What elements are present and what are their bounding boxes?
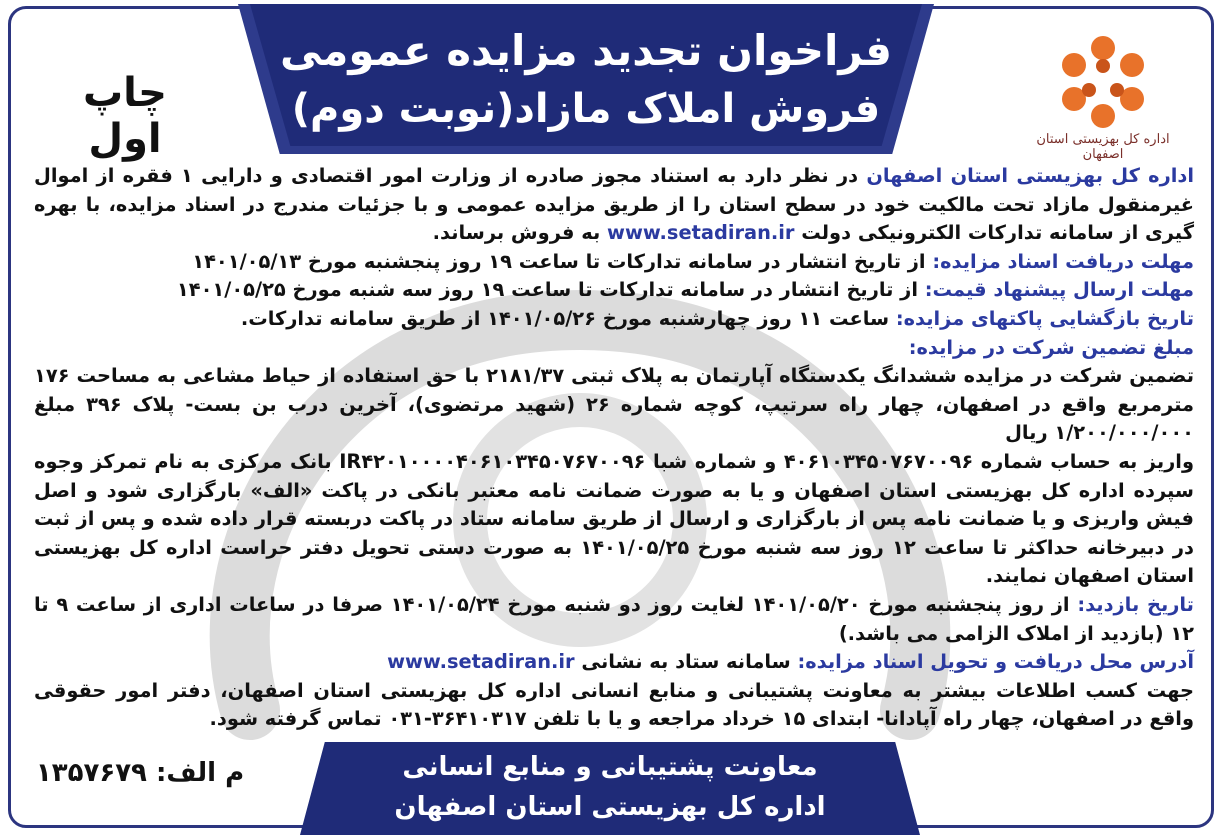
payment-text: واریز به حساب شماره ۴۰۶۱۰۳۴۵۰۷۶۷۰۰۹۶ و شماره شبا IR۴۲۰۱۰۰۰۰۴۰۶۱۰۳۴۵۰۷۶۷۰۰۹۶ بانک مرکزی به نام تمرکز وجوه سپرده اداره کل بهزیستی استان اصفهان و یا به صورت ضمانت نامه معتبر بانکی در پاکت «الف» بارگزاری شود و اصل فیش واریزی و یا ضمانت نامه پس از بارگزاری و ارسال از طریق سامانه ستاد در پاکت دربسته قرار داده شده و پس از ثبت در دبیرخانه حداکثر تا ساعت ۱۲ روز سه شنبه مورخ ۱۴۰۱/۰۵/۲۵ به صورت دستی تحویل دفتر حراست اداره کل بهزیستی استان اصفهان نمایند.	[34, 449, 1194, 588]
ref-label: م الف:	[156, 758, 245, 788]
info-text: جهت کسب اطلاعات بیشتر به معاونت پشتیبانی و منابع انسانی اداره کل بهزیستی استان اصفهان، دفتر امور حقوقی واقع در اصفهان، چهار راه آپادانا- ابتدای ۱۵ خرداد مراجعه و یا با تلفن ۳۶۴۱۰۳۱۷-۰۳۱ تماس گرفته شود.	[34, 678, 1194, 731]
address-label: آدرس محل دریافت و تحویل اسناد مزایده:	[797, 650, 1194, 674]
header-title-line2: فروش املاک مازاد(نوبت دوم)	[291, 86, 881, 132]
address-url-link[interactable]: www.setadiran.ir	[387, 650, 575, 674]
deadline-docs-label: مهلت دریافت اسناد مزایده:	[932, 249, 1194, 273]
deadline-offer-label: مهلت ارسال پیشنهاد قیمت:	[924, 278, 1194, 302]
intro-url-link[interactable]: www.setadiran.ir	[607, 221, 795, 245]
footer-line2: اداره کل بهزیستی استان اصفهان	[394, 792, 826, 822]
opening-date	[34, 305, 1194, 334]
visit-text: از روز پنجشنبه مورخ ۱۴۰۱/۰۵/۲۰ لغایت روز دو شنبه مورخ ۱۴۰۱/۰۵/۲۴ صرفا در ساعات اداری از ساعت ۹ تا ۱۲ (بازدید از املاک الزامی می باشد.)	[34, 592, 1194, 645]
deadline-docs-text: از تاریخ انتشار در سامانه تدارکات تا ساعت ۱۹ روز پنجشنبه مورخ ۱۴۰۱/۰۵/۱۳	[192, 249, 933, 273]
footer-line1: معاونت پشتیبانی و منابع انسانی	[402, 752, 818, 782]
visit-date	[34, 591, 1194, 648]
ref-number: ۱۳۵۷۶۷۹	[35, 758, 147, 788]
logo-caption: اداره کل بهزیستی استان اصفهان	[1036, 132, 1170, 162]
print-label: چاپ اول	[82, 70, 168, 162]
address	[34, 648, 1194, 677]
intro-text: در نظر دارد به استناد مجوز صادره از وزارت امور اقتصادی و دارایی ۱ فقره از اموال غیرمنقول مازاد تحت مالکیت خود در سطح استان را از طریق مزایده عمومی و با جزئیات مندرج در اسناد مزایده، با بهره گیری از سامانه تدارکات الکترونیکی دولت	[34, 164, 1194, 245]
intro-tail: به فروش برساند.	[432, 221, 608, 245]
deadline-offer-text: از تاریخ انتشار در سامانه تدارکات تا ساعت ۱۹ روز سه شنبه مورخ ۱۴۰۱/۰۵/۲۵	[176, 278, 925, 302]
opening-text: ساعت ۱۱ روز چهارشنبه مورخ ۱۴۰۱/۰۵/۲۶ از طریق سامانه تدارکات.	[240, 306, 896, 330]
guarantee-text: تضمین شرکت در مزایده ششدانگ یکدستگاه آپارتمان به پلاک ثبتی ۲۱۸۱/۳۷ با حق استفاده از حیاط مشاعی به مساحت ۱۷۶ مترمربع واقع در اصفهان، چهار راه سرتیپ، کوچه شماره ۲۶ (شهید مرتضوی)، آخرین درب بن بست- پلاک ۳۹۶ مبلغ ۱/۲۰۰/۰۰۰/۰۰۰ ریال	[34, 364, 1194, 445]
visit-label: تاریخ بازدید:	[1077, 592, 1194, 616]
header-title-line1: فراخوان تجدید مزایده عمومی	[279, 26, 893, 75]
intro-org: اداره کل بهزیستی استان اصفهان	[866, 164, 1194, 187]
guarantee-heading	[34, 334, 1194, 363]
body-text	[34, 162, 1194, 734]
deadline-docs	[34, 248, 1194, 277]
ad-reference	[30, 758, 250, 788]
address-text: سامانه ستاد به نشانی	[574, 650, 798, 674]
intro-paragraph	[34, 162, 1194, 248]
deadline-offer	[34, 276, 1194, 305]
guarantee-label: مبلغ تضمین شرکت در مزایده:	[908, 335, 1194, 359]
opening-label: تاریخ بازگشایی پاکتهای مزایده:	[895, 306, 1194, 330]
